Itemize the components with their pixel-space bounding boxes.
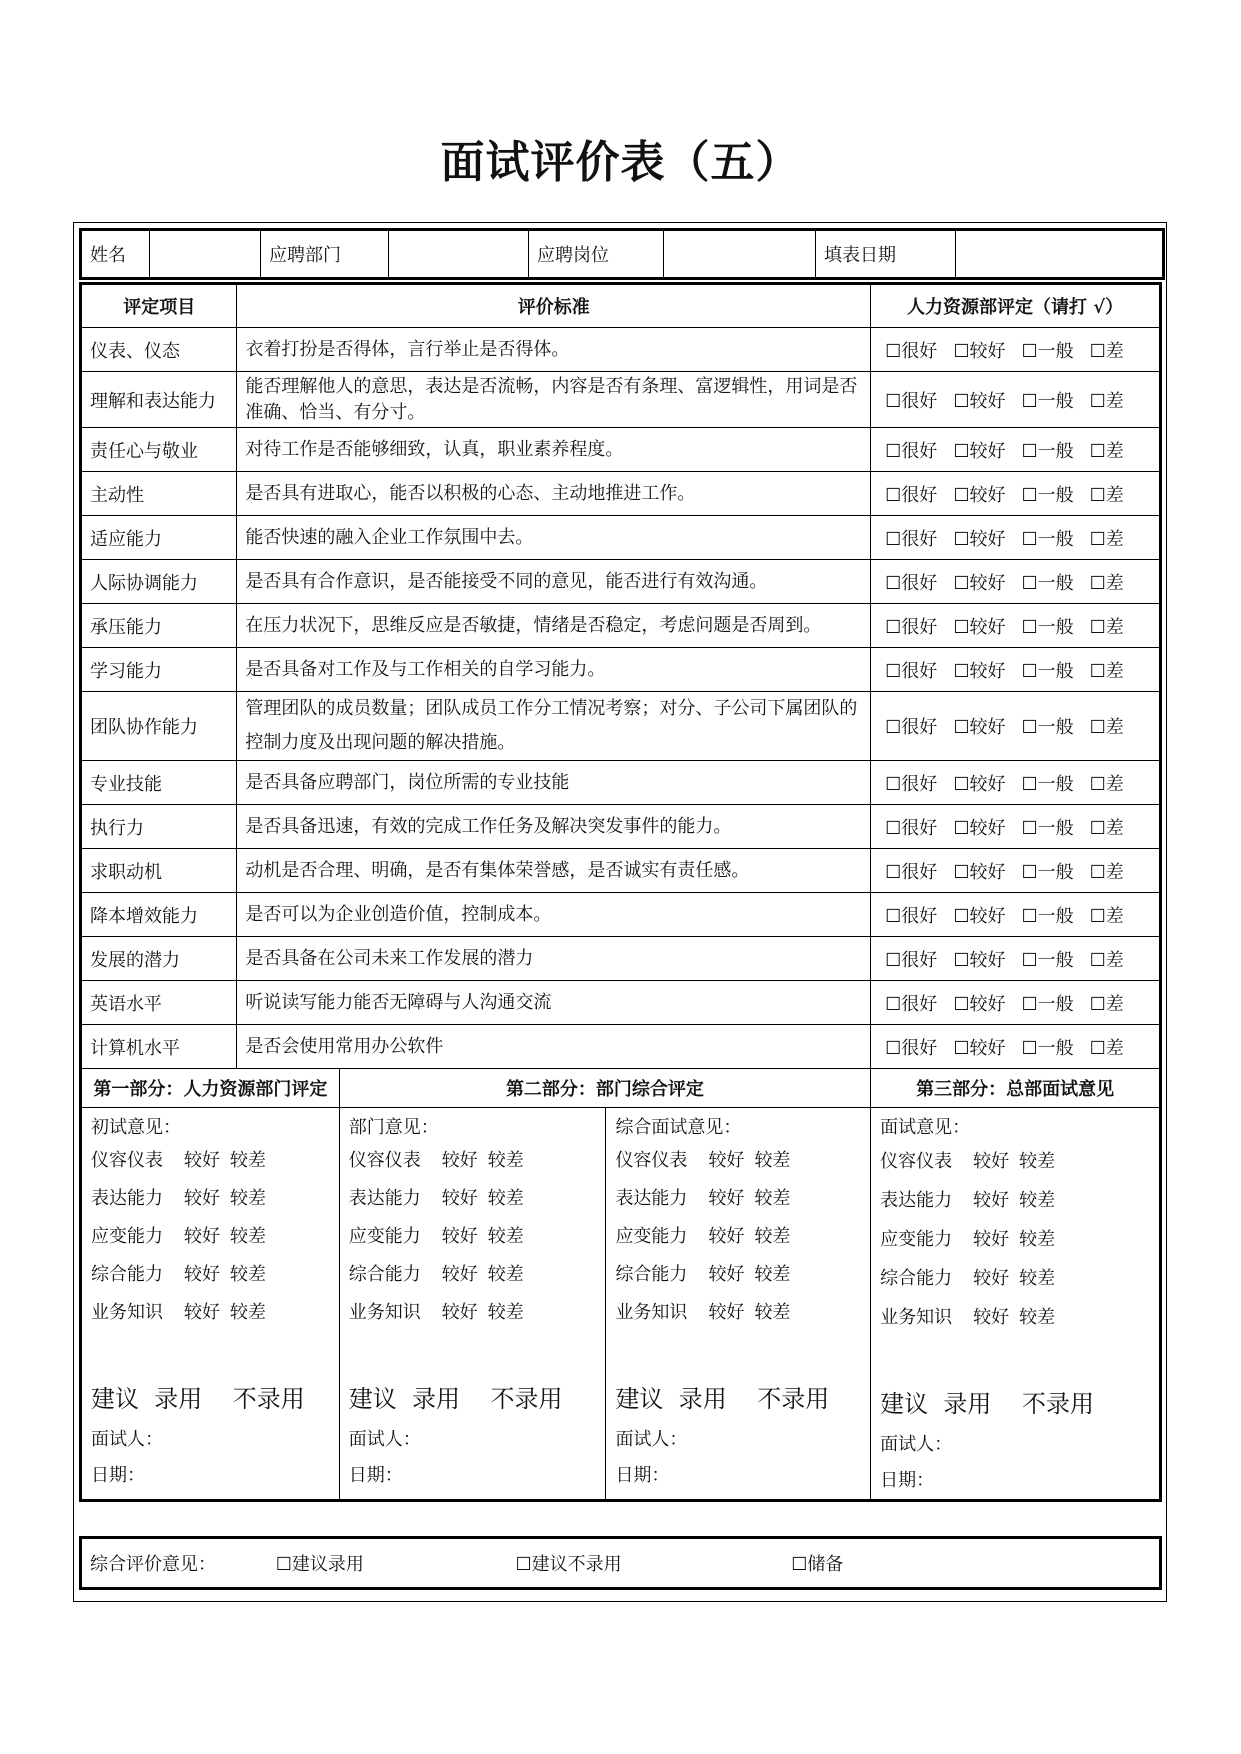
panel-rating-item: 业务知识	[880, 1307, 953, 1328]
rating-checkbox[interactable]: ☐很好	[885, 572, 938, 594]
panel-rating-item: 表达能力	[880, 1190, 953, 1211]
rating-checkbox[interactable]: ☐较好	[953, 572, 1006, 594]
panel-rating-item: 综合能力	[91, 1264, 163, 1285]
panel-rating-item: 应变能力	[880, 1229, 953, 1250]
rating-checkbox[interactable]: ☐较好	[953, 484, 1006, 506]
choice-bad[interactable]: 较差	[754, 1302, 791, 1323]
rating-checkbox[interactable]: ☐差	[1089, 717, 1124, 738]
header-item: 评定项目	[81, 284, 237, 328]
interviewer-label: 面试人：	[880, 1434, 953, 1455]
rating-checkbox[interactable]: ☐较好	[953, 340, 1006, 362]
rating-checkbox[interactable]: ☐很好	[885, 660, 938, 682]
section-part3-title: 第三部分：总部面试意见	[871, 1069, 1161, 1108]
interviewer-label: 面试人：	[91, 1429, 163, 1450]
rating-checkbox[interactable]: ☐差	[1089, 616, 1124, 638]
rating-options	[871, 604, 1161, 648]
panel-rating-item: 应变能力	[91, 1226, 163, 1247]
table-row	[81, 981, 1161, 1025]
rating-checkbox[interactable]: ☐差	[1089, 528, 1124, 550]
panel-rating-line	[91, 1218, 331, 1256]
panel-rating-line	[349, 1142, 598, 1180]
panel-rating-line	[349, 1180, 598, 1218]
summary-label: 综合评价意见：	[90, 1554, 216, 1575]
criterion-standard: 是否具备对工作及与工作相关的自学习能力。	[237, 648, 871, 692]
panel-rating-item: 综合能力	[348, 1264, 421, 1285]
panel-rating-item: 仪容仪表	[348, 1150, 421, 1171]
table-row	[81, 893, 1161, 937]
name-field[interactable]	[150, 230, 261, 279]
table-row	[81, 849, 1161, 893]
panel-rating-item: 综合能力	[880, 1268, 953, 1289]
panel-rating-line	[615, 1180, 862, 1218]
rating-checkbox[interactable]: ☐很好	[885, 390, 938, 412]
choice-good[interactable]: 较好	[708, 1302, 745, 1323]
rating-options	[871, 1025, 1161, 1069]
rating-checkbox[interactable]: ☐很好	[885, 817, 938, 839]
panel-heading: 面试意见：	[880, 1117, 971, 1138]
criterion-standard: 衣着打扮是否得体，言行举止是否得体。	[237, 328, 871, 372]
rating-options	[871, 937, 1161, 981]
criterion-name: 降本增效能力	[81, 893, 237, 937]
choice-bad[interactable]: 较差	[230, 1226, 266, 1247]
panel-heading: 综合面试意见：	[615, 1117, 742, 1138]
rating-checkbox[interactable]: ☐差	[1089, 660, 1124, 682]
rating-options	[871, 761, 1161, 805]
choice-good[interactable]: 较好	[441, 1150, 478, 1171]
rating-checkbox[interactable]: ☐较好	[953, 1037, 1006, 1059]
criterion-standard: 是否具有进取心，能否以积极的心态、主动地推进工作。	[237, 472, 871, 516]
panel-rating-item: 业务知识	[348, 1302, 421, 1323]
rating-checkbox[interactable]: ☐较好	[953, 949, 1006, 971]
rating-checkbox[interactable]: ☐差	[1089, 440, 1124, 462]
choice-good[interactable]: 较好	[184, 1188, 220, 1209]
interviewer-label: 面试人：	[348, 1429, 421, 1450]
choice-bad[interactable]: 较差	[754, 1226, 791, 1247]
table-row	[81, 328, 1161, 372]
criterion-standard: 是否可以为企业创造价值，控制成本。	[237, 893, 871, 937]
criterion-name: 主动性	[81, 472, 237, 516]
rating-checkbox[interactable]: ☐很好	[885, 1037, 938, 1059]
date-label: 日期：	[880, 1470, 935, 1491]
rating-options	[871, 428, 1161, 472]
criterion-standard: 管理团队的成员数量；团队成员工作分工情况考察；对分、子公司下属团队的控制力度及出现问题的解决措施。	[237, 692, 871, 761]
panel-spacer	[91, 1332, 331, 1376]
panel-rating-line	[91, 1142, 331, 1180]
hire-suggestion[interactable]: 建议 录用 不录用	[348, 1385, 563, 1413]
rating-options	[871, 560, 1161, 604]
header-standard: 评价标准	[237, 284, 871, 328]
panel-rating-line	[880, 1220, 1151, 1259]
choice-bad[interactable]: 较差	[754, 1264, 791, 1285]
rating-checkbox[interactable]: ☐差	[1089, 773, 1124, 795]
rating-checkbox[interactable]: ☐一般	[1021, 993, 1074, 1015]
panel-spacer	[349, 1332, 598, 1376]
criterion-name: 理解和表达能力	[81, 372, 237, 428]
rating-checkbox[interactable]: ☐差	[1089, 1037, 1124, 1059]
criterion-name: 计算机水平	[81, 1025, 237, 1069]
panel-heading: 初试意见：	[91, 1117, 181, 1138]
choice-bad[interactable]: 较差	[230, 1150, 266, 1171]
rating-checkbox[interactable]: ☐差	[1089, 817, 1124, 839]
choice-good[interactable]: 较好	[184, 1264, 220, 1285]
choice-bad[interactable]: 较差	[1019, 1151, 1056, 1172]
criterion-name: 专业技能	[81, 761, 237, 805]
rating-checkbox[interactable]: ☐一般	[1021, 660, 1074, 682]
panel-spacer	[615, 1332, 862, 1376]
panel-rating-line	[880, 1259, 1151, 1298]
choice-bad[interactable]: 较差	[1019, 1268, 1056, 1289]
rating-checkbox[interactable]: ☐较好	[953, 660, 1006, 682]
choice-good[interactable]: 较好	[973, 1229, 1010, 1250]
rating-checkbox[interactable]: ☐差	[1089, 340, 1124, 362]
choice-bad[interactable]: 较差	[230, 1302, 266, 1323]
panel-rating-line	[349, 1256, 598, 1294]
rating-checkbox[interactable]: ☐很好	[885, 440, 938, 462]
date-label: 日期：	[615, 1465, 670, 1486]
panel-rating-line	[91, 1294, 331, 1332]
criterion-name: 发展的潜力	[81, 937, 237, 981]
choice-bad[interactable]: 较差	[1019, 1190, 1056, 1211]
rating-checkbox[interactable]: ☐一般	[1021, 717, 1074, 738]
rating-checkbox[interactable]: ☐很好	[885, 484, 938, 506]
panel-rating-item: 综合能力	[615, 1264, 688, 1285]
choice-bad[interactable]: 较差	[754, 1150, 791, 1171]
rating-checkbox[interactable]: ☐一般	[1021, 440, 1074, 462]
rating-options	[871, 328, 1161, 372]
criterion-name: 承压能力	[81, 604, 237, 648]
hire-suggestion[interactable]: 建议 录用 不录用	[91, 1385, 305, 1413]
panel-rating-line	[880, 1181, 1151, 1220]
dept-field[interactable]	[389, 230, 529, 279]
choice-bad[interactable]: 较差	[487, 1226, 524, 1247]
opinion-panel-2	[339, 1108, 606, 1501]
criterion-name: 仪表、仪态	[81, 328, 237, 372]
section-part2-title: 第二部分：部门综合评定	[339, 1069, 870, 1108]
name-label: 姓名	[81, 230, 150, 279]
rating-options	[871, 893, 1161, 937]
date-label: 填表日期	[816, 230, 956, 279]
rating-checkbox[interactable]: ☐差	[1089, 572, 1124, 594]
panel-rating-line	[880, 1298, 1151, 1337]
criterion-standard: 是否具有合作意识，是否能接受不同的意见，能否进行有效沟通。	[237, 560, 871, 604]
table-row	[81, 937, 1161, 981]
evaluation-table	[79, 282, 1162, 1502]
panel-rating-line	[615, 1294, 862, 1332]
choice-good[interactable]: 较好	[184, 1226, 220, 1247]
panel-rating-line	[615, 1256, 862, 1294]
choice-bad[interactable]: 较差	[1019, 1229, 1056, 1250]
choice-bad[interactable]: 较差	[487, 1150, 524, 1171]
rating-checkbox[interactable]: ☐很好	[885, 528, 938, 550]
table-row	[81, 648, 1161, 692]
hire-suggestion[interactable]: 建议 录用 不录用	[880, 1390, 1094, 1418]
rating-checkbox[interactable]: ☐一般	[1021, 528, 1074, 550]
panel-rating-item: 仪容仪表	[880, 1151, 953, 1172]
rating-checkbox[interactable]: ☐较好	[953, 616, 1006, 638]
rating-checkbox[interactable]: ☐一般	[1021, 949, 1074, 971]
table-row	[81, 372, 1161, 428]
criterion-name: 适应能力	[81, 516, 237, 560]
dept-label: 应聘部门	[261, 230, 389, 279]
date-label: 日期：	[91, 1465, 145, 1486]
rating-checkbox[interactable]: ☐差	[1089, 949, 1124, 971]
criterion-name: 求职动机	[81, 849, 237, 893]
interviewer-label: 面试人：	[615, 1429, 688, 1450]
table-row	[81, 1025, 1161, 1069]
summary-table	[79, 1536, 1162, 1590]
rating-checkbox[interactable]: ☐很好	[885, 773, 938, 795]
choice-bad[interactable]: 较差	[487, 1302, 524, 1323]
criterion-standard: 是否具备在公司未来工作发展的潜力	[237, 937, 871, 981]
date-field[interactable]	[956, 230, 1164, 279]
rating-checkbox[interactable]: ☐较好	[953, 717, 1006, 738]
rating-checkbox[interactable]: ☐较好	[953, 905, 1006, 927]
choice-good[interactable]: 较好	[441, 1226, 478, 1247]
hire-suggestion[interactable]: 建议 录用 不录用	[615, 1385, 830, 1413]
criterion-standard: 是否具备迅速，有效的完成工作任务及解决突发事件的能力。	[237, 805, 871, 849]
choice-good[interactable]: 较好	[973, 1151, 1010, 1172]
rating-checkbox[interactable]: ☐较好	[953, 440, 1006, 462]
applicant-info-table	[79, 228, 1165, 280]
panel-rating-line	[91, 1256, 331, 1294]
rating-options	[871, 981, 1161, 1025]
table-row	[81, 692, 1161, 761]
position-field[interactable]	[664, 230, 816, 279]
rating-checkbox[interactable]: ☐很好	[885, 949, 938, 971]
panel-rating-line	[880, 1142, 1151, 1181]
rating-options	[871, 372, 1161, 428]
table-row	[81, 761, 1161, 805]
panel-rating-item: 表达能力	[91, 1188, 163, 1209]
rating-checkbox[interactable]: ☐一般	[1021, 905, 1074, 927]
rating-checkbox[interactable]: ☐一般	[1021, 484, 1074, 506]
choice-bad[interactable]: 较差	[1019, 1307, 1056, 1328]
criterion-standard: 是否具备应聘部门，岗位所需的专业技能	[237, 761, 871, 805]
panel-rating-item: 表达能力	[615, 1188, 688, 1209]
panel-rating-item: 应变能力	[615, 1226, 688, 1247]
rating-checkbox[interactable]: ☐差	[1089, 390, 1124, 412]
table-row	[81, 604, 1161, 648]
rating-checkbox[interactable]: ☐较好	[953, 817, 1006, 839]
rating-checkbox[interactable]: ☐很好	[885, 717, 938, 738]
rating-options	[871, 849, 1161, 893]
option-recommend-hire[interactable]: ☐建议录用	[275, 1554, 364, 1575]
rating-options	[871, 516, 1161, 560]
choice-good[interactable]: 较好	[184, 1302, 220, 1323]
rating-checkbox[interactable]: ☐很好	[885, 993, 938, 1015]
rating-checkbox[interactable]: ☐一般	[1021, 1037, 1074, 1059]
header-hr-rating: 人力资源部评定（请打 √）	[871, 284, 1161, 328]
criterion-standard: 动机是否合理、明确，是否有集体荣誉感，是否诚实有责任感。	[237, 849, 871, 893]
choice-good[interactable]: 较好	[708, 1188, 745, 1209]
opinion-panel-4	[871, 1108, 1161, 1501]
rating-checkbox[interactable]: ☐差	[1089, 484, 1124, 506]
rating-options	[871, 472, 1161, 516]
rating-options	[871, 805, 1161, 849]
panel-rating-item: 应变能力	[348, 1226, 421, 1247]
choice-bad[interactable]: 较差	[230, 1188, 266, 1209]
choice-good[interactable]: 较好	[184, 1150, 220, 1171]
panel-rating-item: 仪容仪表	[615, 1150, 688, 1171]
page-title: 面试评价表（五）	[440, 137, 801, 188]
rating-checkbox[interactable]: ☐一般	[1021, 616, 1074, 638]
panel-rating-item: 业务知识	[91, 1302, 163, 1323]
opinion-panel-1	[81, 1108, 340, 1501]
rating-checkbox[interactable]: ☐较好	[953, 528, 1006, 550]
table-row	[81, 805, 1161, 849]
choice-bad[interactable]: 较差	[487, 1264, 524, 1285]
rating-checkbox[interactable]: ☐很好	[885, 616, 938, 638]
panel-rating-line	[349, 1218, 598, 1256]
panel-rating-line	[91, 1180, 331, 1218]
rating-checkbox[interactable]: ☐很好	[885, 905, 938, 927]
criterion-name: 执行力	[81, 805, 237, 849]
rating-checkbox[interactable]: ☐差	[1089, 993, 1124, 1015]
rating-options	[871, 648, 1161, 692]
rating-checkbox[interactable]: ☐较好	[953, 993, 1006, 1015]
section-header-row	[81, 1069, 1161, 1108]
panel-rating-line	[615, 1142, 862, 1180]
rating-checkbox[interactable]: ☐一般	[1021, 861, 1074, 883]
criterion-standard: 能否理解他人的意思，表达是否流畅，内容是否有条理、富逻辑性，用词是否准确、恰当、有分寸。	[237, 372, 871, 428]
criterion-standard: 对待工作是否能够细致，认真，职业素养程度。	[237, 428, 871, 472]
choice-good[interactable]: 较好	[973, 1268, 1010, 1289]
choice-good[interactable]: 较好	[441, 1188, 478, 1209]
choice-good[interactable]: 较好	[708, 1264, 745, 1285]
opinion-panels-row	[81, 1108, 1161, 1501]
table-header-row	[81, 284, 1161, 328]
choice-good[interactable]: 较好	[441, 1302, 478, 1323]
panel-rating-item: 仪容仪表	[91, 1150, 163, 1171]
criterion-standard: 听说读写能力能否无障碍与人沟通交流	[237, 981, 871, 1025]
criterion-standard: 是否会使用常用办公软件	[237, 1025, 871, 1069]
panel-heading: 部门意见：	[348, 1117, 439, 1138]
choice-good[interactable]: 较好	[973, 1190, 1010, 1211]
date-label: 日期：	[348, 1465, 403, 1486]
panel-rating-line	[349, 1294, 598, 1332]
criterion-name: 学习能力	[81, 648, 237, 692]
rating-checkbox[interactable]: ☐较好	[953, 861, 1006, 883]
option-not-recommend[interactable]: ☐建议不录用	[515, 1554, 622, 1575]
choice-good[interactable]: 较好	[973, 1307, 1010, 1328]
table-row	[81, 428, 1161, 472]
rating-checkbox[interactable]: ☐很好	[885, 340, 938, 362]
choice-bad[interactable]: 较差	[230, 1264, 266, 1285]
rating-checkbox[interactable]: ☐差	[1089, 861, 1124, 883]
summary-row	[81, 1538, 1161, 1589]
choice-bad[interactable]: 较差	[487, 1188, 524, 1209]
opinion-panel-3	[606, 1108, 871, 1501]
criterion-name: 责任心与敬业	[81, 428, 237, 472]
criterion-name: 人际协调能力	[81, 560, 237, 604]
choice-good[interactable]: 较好	[708, 1150, 745, 1171]
panel-rating-item: 业务知识	[615, 1302, 688, 1323]
panel-rating-item: 表达能力	[348, 1188, 421, 1209]
rating-checkbox[interactable]: ☐很好	[885, 861, 938, 883]
criterion-name: 团队协作能力	[81, 692, 237, 761]
rating-checkbox[interactable]: ☐较好	[953, 390, 1006, 412]
position-label: 应聘岗位	[529, 230, 664, 279]
table-row	[81, 472, 1161, 516]
rating-checkbox[interactable]: ☐差	[1089, 905, 1124, 927]
panel-rating-line	[615, 1218, 862, 1256]
criterion-standard: 能否快速的融入企业工作氛围中去。	[237, 516, 871, 560]
option-reserve[interactable]: ☐储备	[791, 1554, 844, 1575]
rating-checkbox[interactable]: ☐较好	[953, 773, 1006, 795]
choice-good[interactable]: 较好	[708, 1226, 745, 1247]
criterion-standard: 在压力状况下，思维反应是否敏捷，情绪是否稳定，考虑问题是否周到。	[237, 604, 871, 648]
rating-checkbox[interactable]: ☐一般	[1021, 340, 1074, 362]
table-row	[81, 560, 1161, 604]
rating-checkbox[interactable]: ☐一般	[1021, 773, 1074, 795]
rating-checkbox[interactable]: ☐一般	[1021, 390, 1074, 412]
rating-checkbox[interactable]: ☐一般	[1021, 572, 1074, 594]
section-part1-title: 第一部分：人力资源部门评定	[81, 1069, 340, 1108]
panel-spacer	[880, 1337, 1151, 1381]
rating-checkbox[interactable]: ☐一般	[1021, 817, 1074, 839]
table-row	[81, 516, 1161, 560]
criterion-name: 英语水平	[81, 981, 237, 1025]
choice-bad[interactable]: 较差	[754, 1188, 791, 1209]
rating-options	[871, 692, 1161, 761]
choice-good[interactable]: 较好	[441, 1264, 478, 1285]
